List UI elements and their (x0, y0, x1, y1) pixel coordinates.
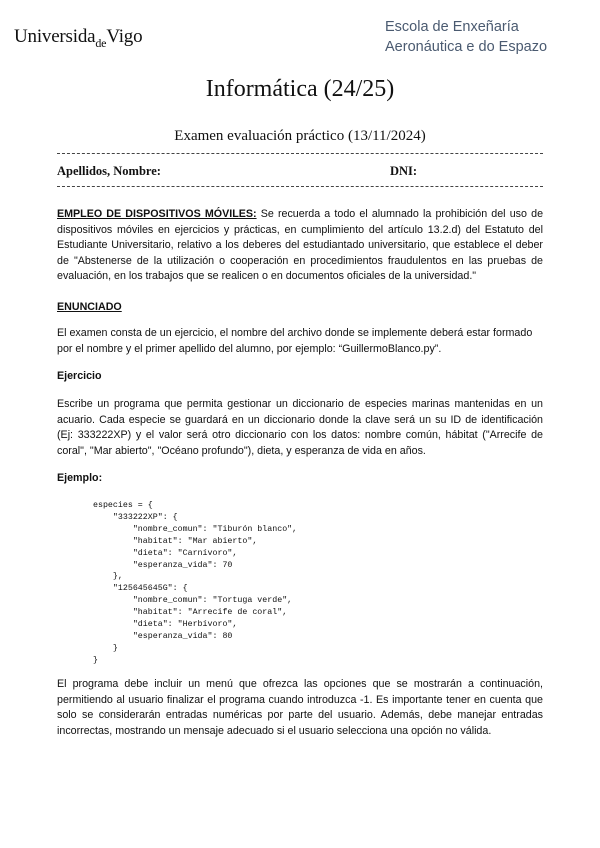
code-line: "esperanza_vida": 70 (93, 560, 233, 570)
dni-field-label: DNI: (390, 164, 418, 178)
statement-heading: ENUNCIADO (57, 301, 122, 313)
name-field-label: Apellidos, Nombre: (57, 164, 161, 178)
menu-requirements-text: El programa debe incluir un menú que ofrezca las opciones que se mostrarán a continuación, permitiendo al usuario finalizar el programa cuando introduzca -1. Es importante tener en cuenta que solo se considerarán entradas numéricas por parte del usuario. Además, debe manejar entradas incorrectas, mostrando un mensaje adecuado si el usuario selecciona una opción no válida. (57, 678, 543, 737)
code-line: "125645645G": { (93, 584, 188, 594)
logo-text-main: Universida (14, 26, 96, 47)
code-line: "dieta": "Carnívoro", (93, 548, 238, 558)
code-line: especies = { (93, 501, 153, 510)
code-line: "nombre_comun": "Tortuga verde", (93, 596, 293, 606)
code-line: } (93, 643, 118, 653)
school-logo (385, 17, 547, 57)
page-title: Informática (24/25) (205, 76, 395, 102)
school-line-1: Escola de Enxeñaría (385, 19, 519, 35)
notice-text: Se recuerda a todo el alumnado la prohibición del uso de dispositivos móviles en ejercicios y prácticas, en cumplimiento del artículo 13.2.d) del Estatuto del Estudiante Universitario, relativo a los deberes del estudiantado universitario, que establece el deber de "Abstenerse de la utilización o cooperación en procedimientos fraudulentos en las pruebas de evaluación, en los trabajos que se realicen o en documentos oficiales de la universidad." (57, 208, 544, 283)
code-line: "esperanza_vida": 80 (93, 631, 233, 641)
example-heading: Ejemplo: (57, 472, 103, 484)
page-subtitle: Examen evaluación práctico (13/11/2024) (174, 128, 426, 144)
code-example (93, 500, 297, 667)
exercise-heading: Ejercicio (57, 370, 102, 382)
logo-text-end: Vigo (106, 26, 143, 47)
code-line: } (93, 655, 98, 665)
notice-lead: EMPLEO DE DISPOSITIVOS MÓVILES: (57, 208, 257, 220)
code-line: "nombre_comun": "Tiburón blanco", (93, 524, 298, 534)
code-line: "dieta": "Herbívoro", (93, 620, 238, 630)
code-line: "333222XP": { (93, 512, 178, 522)
exercise-text: Escribe un programa que permita gestionar un diccionario de especies marinas mantenidas en un acuario. Cada especie se guardará en un diccionario donde la clave será un su ID de identificación (Ej: 333222XP) y el valor será otro diccionario con los datos: nombre común, hábitat ("Arrecife de coral", "Mar abierto", "Océano profundo"), dieta, y esperanza de vida en años. (57, 398, 543, 457)
school-line-2: Aeronáutica e do Espazo (385, 39, 548, 55)
mobile-devices-notice (57, 207, 543, 285)
dashed-divider-bottom (57, 186, 543, 187)
logo-text-connector: de (95, 36, 107, 50)
code-line: "habitat": "Mar abierto", (93, 536, 258, 546)
dashed-divider-top (57, 153, 543, 154)
statement-intro: El examen consta de un ejercicio, el nombre del archivo donde se implemente deberá estar formado por el nombre y el primer apellido del alumno, por ejemplo: “GuillermoBlanco.py”. (57, 327, 533, 355)
code-line: "habitat": "Arrecife de coral", (93, 608, 288, 618)
university-logo (14, 26, 142, 48)
code-line: }, (93, 572, 123, 582)
